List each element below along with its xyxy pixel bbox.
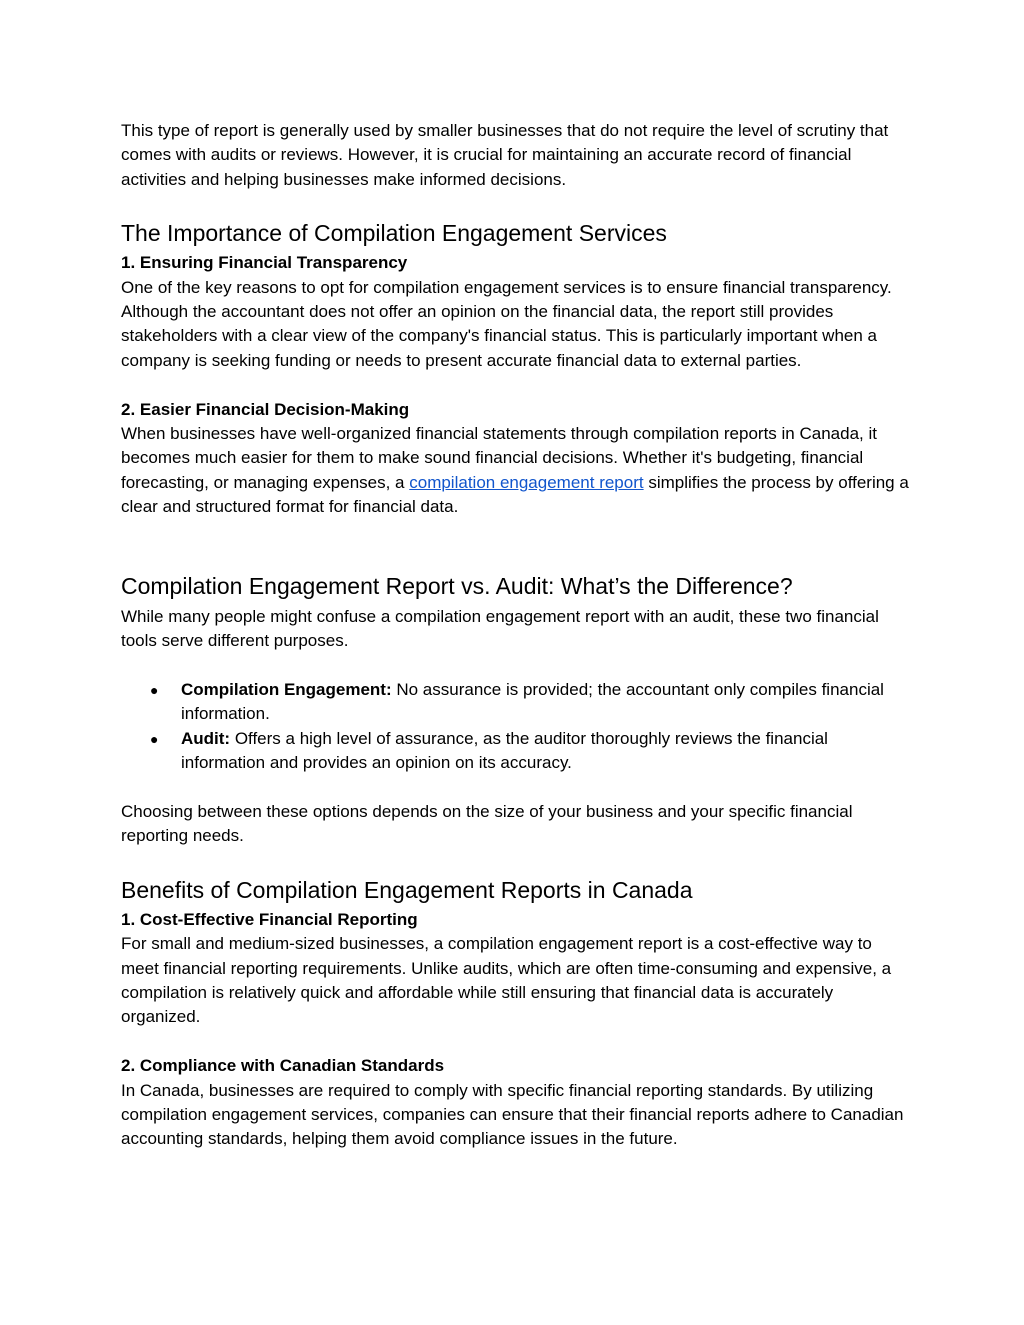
compilation-engagement-report-link[interactable]: compilation engagement report bbox=[409, 472, 644, 492]
bullet-icon: ● bbox=[150, 681, 159, 698]
paragraph-compliance: In Canada, businesses are required to comply with specific financial reporting standards. By utilizing compilation engagement services, companies can ensure that their financial reports adhere to Canadian accounting standards, helping them avoid compliance issues in the future. bbox=[121, 1080, 904, 1149]
paragraph-choosing-options: Choosing between these options depends on the size of your business and your specific financial reporting needs. bbox=[121, 801, 853, 846]
intro-paragraph: This type of report is generally used by smaller businesses that do not require the level of scrutiny that comes with audits or reviews. However, it is crucial for maintaining an accurate record of financial activities and helping businesses make informed decisions. bbox=[121, 121, 889, 189]
document-body bbox=[121, 119, 911, 1152]
list-item-label: Audit: bbox=[181, 728, 231, 748]
decision-text-after: simplifies the process by offering a clear and structured format for financial data. bbox=[121, 472, 909, 517]
subheading-financial-transparency: 1. Ensuring Financial Transparency bbox=[121, 253, 408, 273]
comparison-list bbox=[121, 678, 911, 776]
decision-text-before: When businesses have well-organized financial statements through compilation reports in Canada, it becomes much easier for them to make sound financial decisions. Whether it's budgeting, financial forecasting, or managing expenses, a bbox=[121, 424, 877, 492]
list-item-text: Offers a high level of assurance, as the auditor thoroughly reviews the financial information and provides an opinion on its accuracy. bbox=[181, 728, 828, 773]
subheading-compliance: 2. Compliance with Canadian Standards bbox=[121, 1056, 445, 1076]
list-item-audit bbox=[121, 727, 911, 776]
list-item-compilation bbox=[121, 678, 911, 727]
subheading-decision-making: 2. Easier Financial Decision-Making bbox=[121, 399, 410, 419]
bullet-icon: ● bbox=[150, 730, 159, 747]
list-item-label: Compilation Engagement: bbox=[181, 679, 392, 699]
subheading-cost-effective: 1. Cost-Effective Financial Reporting bbox=[121, 909, 418, 929]
paragraph-cost-effective: For small and medium-sized businesses, a compilation engagement report is a cost-effective way to meet financial reporting requirements. Unlike audits, which are often time-consuming and expensive, a compilation is relatively quick and affordable while still ensuring that financial data is accurately organized. bbox=[121, 934, 892, 1027]
paragraph-decision-making bbox=[121, 422, 911, 520]
paragraph-vs-audit-intro: While many people might confuse a compilation engagement report with an audit, these two financial tools serve different purposes. bbox=[121, 606, 879, 651]
section-heading-vs-audit: Compilation Engagement Report vs. Audit: What’s the Difference? bbox=[121, 572, 793, 599]
list-item-text: No assurance is provided; the accountant only compiles financial information. bbox=[181, 679, 884, 724]
paragraph-financial-transparency: One of the key reasons to opt for compilation engagement services is to ensure financial transparency. Although the accountant does not offer an opinion on the financial data, the report still provides stakeholders with a clear view of the company's financial status. This is particularly important when a company is seeking funding or needs to present accurate financial data to external parties. bbox=[121, 277, 892, 370]
section-heading-importance: The Importance of Compilation Engagement Services bbox=[121, 220, 667, 247]
section-heading-benefits: Benefits of Compilation Engagement Reports in Canada bbox=[121, 876, 693, 903]
